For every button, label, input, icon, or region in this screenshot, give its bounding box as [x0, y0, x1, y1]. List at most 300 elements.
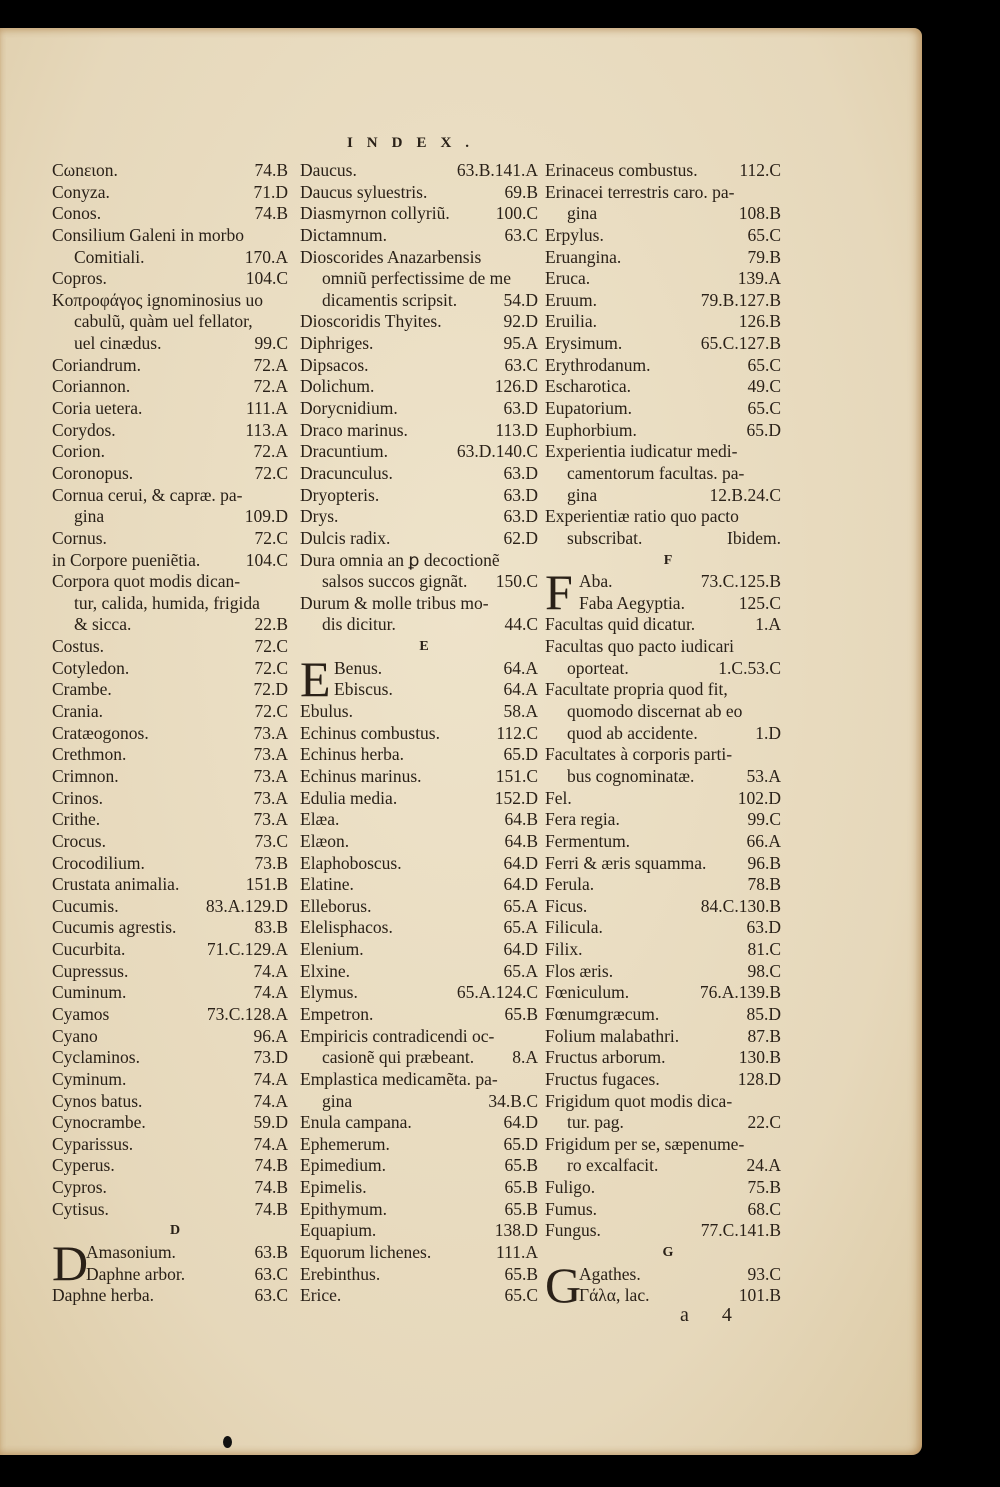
- index-entry: [300, 1199, 538, 1221]
- entry-reference: 63.D: [503, 506, 538, 527]
- entry-reference: 73.C.128.A: [206, 1003, 288, 1024]
- entry-reference: 65.C: [747, 354, 781, 375]
- index-entry: [300, 1264, 538, 1286]
- entry-term: omniũ perfectissime de me: [322, 268, 512, 289]
- entry-term: Fera regia.: [545, 809, 620, 830]
- index-entry: [52, 636, 288, 658]
- entry-reference: 111.A: [246, 398, 288, 419]
- entry-term: Dolichum.: [300, 376, 375, 397]
- entry-reference: 104.C: [245, 549, 288, 570]
- index-entry: [545, 441, 781, 463]
- index-entry: [300, 441, 538, 463]
- index-entry: [545, 463, 781, 485]
- index-entry: [300, 1069, 538, 1091]
- entry-reference: 63.B: [254, 1242, 288, 1263]
- index-entry: [300, 1177, 538, 1199]
- index-entry: [300, 1242, 538, 1264]
- index-entry: [86, 1264, 288, 1286]
- index-entry: [300, 268, 538, 290]
- index-entry: [300, 766, 538, 788]
- entry-reference: 1.A: [755, 614, 781, 635]
- index-entry: [52, 485, 288, 507]
- entry-reference: 113.D: [495, 419, 538, 440]
- entry-reference: 75.B: [747, 1177, 781, 1198]
- index-entry: [545, 636, 781, 658]
- entry-reference: 1.C.53.C: [718, 657, 781, 678]
- entry-term: Folium malabathri.: [545, 1025, 680, 1046]
- entry-term: Cynocrambe.: [52, 1112, 146, 1133]
- entry-reference: 74.A: [253, 1090, 288, 1111]
- index-entry: [545, 506, 781, 528]
- entry-term: Crambe.: [52, 679, 112, 700]
- index-entry: [52, 247, 288, 269]
- index-entry: [52, 355, 288, 377]
- entry-term: Frigidum quot modis dica-: [545, 1090, 733, 1111]
- entry-term: Cytisus.: [52, 1198, 109, 1219]
- index-entry: [300, 1285, 538, 1307]
- section-letter: G: [662, 1245, 674, 1261]
- entry-term: Cratæogonos.: [52, 722, 149, 743]
- entry-reference: 92.D: [503, 311, 538, 332]
- entry-reference: 74.B: [254, 1198, 288, 1219]
- index-entry: [545, 225, 781, 247]
- entry-term: oporteat.: [567, 657, 629, 678]
- entry-reference: 73.B: [254, 852, 288, 873]
- entry-reference: 53.A: [746, 765, 781, 786]
- index-entry: [545, 528, 781, 550]
- entry-term: gina: [567, 203, 598, 224]
- entry-term: Fructus arborum.: [545, 1047, 666, 1068]
- entry-reference: 72.D: [253, 679, 288, 700]
- entry-reference: 24.A: [746, 1155, 781, 1176]
- entry-reference: 71.C.129.A: [206, 939, 288, 960]
- entry-term: ro excalfacit.: [567, 1155, 659, 1176]
- entry-reference: 73.A: [253, 744, 288, 765]
- index-entry: [300, 1155, 538, 1177]
- index-entry: [300, 420, 538, 442]
- entry-term: Elaphoboscus.: [300, 852, 402, 873]
- index-entry: [545, 1069, 781, 1091]
- entry-term: Durum & molle tribus mo-: [300, 592, 489, 613]
- index-entry: [52, 506, 288, 528]
- entry-term: Equapium.: [300, 1220, 377, 1241]
- entry-term: Faba Aegyptia.: [579, 592, 685, 613]
- entry-term: Crethmon.: [52, 744, 127, 765]
- entry-reference: 65.A: [503, 960, 538, 981]
- entry-term: Erythrodanum.: [545, 354, 651, 375]
- index-entry: [300, 290, 538, 312]
- section-letter: F: [663, 552, 673, 568]
- entry-reference: 64.A: [503, 679, 538, 700]
- index-entry: [545, 744, 781, 766]
- index-entry: [52, 203, 288, 225]
- section-letter: E: [419, 639, 429, 655]
- entry-term: Cucumis agrestis.: [52, 917, 177, 938]
- entry-term: Crimnon.: [52, 765, 119, 786]
- index-entry: [300, 376, 538, 398]
- index-entry: [52, 853, 288, 875]
- entry-reference: 139.A: [737, 268, 781, 289]
- entry-term: Epimedium.: [300, 1155, 387, 1176]
- index-entry: [300, 571, 538, 593]
- index-entry: [545, 723, 781, 745]
- entry-term: Daphne herba.: [52, 1285, 155, 1306]
- entry-reference: 128.D: [737, 1068, 781, 1089]
- entry-term: Elatine.: [300, 874, 354, 895]
- entry-term: Elæa.: [300, 809, 340, 830]
- index-entry: [52, 701, 288, 723]
- entry-reference: 63.D: [503, 484, 538, 505]
- index-entry: [300, 1112, 538, 1134]
- entry-reference: 65.D: [503, 1133, 538, 1154]
- entry-reference: 74.B: [254, 1177, 288, 1198]
- entry-reference: 150.C: [495, 571, 538, 592]
- entry-term: Ebulus.: [300, 701, 353, 722]
- entry-term: Ficus.: [545, 895, 588, 916]
- entry-term: Cypros.: [52, 1177, 107, 1198]
- entry-reference: 54.D: [503, 289, 538, 310]
- running-header: INDEX.: [346, 135, 484, 151]
- entry-reference: 74.A: [253, 1133, 288, 1154]
- index-entry: [545, 1220, 781, 1242]
- entry-term: Ebiscus.: [334, 679, 393, 700]
- entry-reference: 1.D: [755, 722, 781, 743]
- entry-reference: 63.C: [504, 354, 538, 375]
- index-entry: [579, 1264, 781, 1286]
- entry-term: Coriandrum.: [52, 354, 141, 375]
- entry-term: Fuligo.: [545, 1177, 596, 1198]
- entry-reference: 95.A: [503, 333, 538, 354]
- entry-reference: 79.B.127.B: [700, 289, 781, 310]
- entry-term: Copros.: [52, 268, 107, 289]
- index-entry: [545, 1047, 781, 1069]
- entry-reference: 65.C.127.B: [700, 333, 781, 354]
- entry-term: Filicula.: [545, 917, 603, 938]
- entry-term: camentorum facultas. pa-: [567, 462, 745, 483]
- entry-reference: 74.A: [253, 1068, 288, 1089]
- entry-term: Κοπροφάγος ignominosius uo: [52, 289, 263, 310]
- entry-term: Escharotica.: [545, 376, 631, 397]
- entry-term: Conyza.: [52, 181, 110, 202]
- entry-term: in Corpore pueniẽtia.: [52, 549, 201, 570]
- index-entry: [545, 420, 781, 442]
- entry-term: Fructus fugaces.: [545, 1068, 660, 1089]
- entry-reference: 68.C: [747, 1198, 781, 1219]
- index-entry: [300, 701, 538, 723]
- entry-term: Dictamnum.: [300, 224, 387, 245]
- index-entry: [579, 593, 781, 615]
- entry-term: Cyperus.: [52, 1155, 115, 1176]
- entry-reference: 12.B.24.C: [709, 484, 781, 505]
- entry-term: Experientiæ ratio quo pacto: [545, 506, 739, 527]
- entry-reference: 83.B: [254, 917, 288, 938]
- index-entry: [300, 831, 538, 853]
- entry-reference: 72.C: [254, 462, 288, 483]
- entry-term: Agathes.: [579, 1263, 641, 1284]
- index-entry: [545, 1091, 781, 1113]
- index-entry: [300, 225, 538, 247]
- index-entry: [52, 744, 288, 766]
- entry-reference: 49.C: [747, 376, 781, 397]
- index-entry: [52, 939, 288, 961]
- entry-reference: 72.C: [254, 701, 288, 722]
- entry-reference: 22.C: [747, 1112, 781, 1133]
- index-entry: [300, 1220, 538, 1242]
- entry-reference: 66.A: [746, 830, 781, 851]
- entry-reference: 63.C: [504, 224, 538, 245]
- index-entry: [300, 182, 538, 204]
- index-entry: [52, 788, 288, 810]
- drop-cap-block: [52, 1235, 288, 1292]
- entry-term: Crocodilium.: [52, 852, 145, 873]
- entry-term: Elleborus.: [300, 895, 372, 916]
- entry-term: Cornus.: [52, 527, 107, 548]
- entry-term: Elymus.: [300, 982, 358, 1003]
- entry-term: Crithe.: [52, 809, 101, 830]
- entry-reference: 72.A: [253, 354, 288, 375]
- signature-mark: a 4: [680, 1304, 746, 1326]
- index-entry: [300, 311, 538, 333]
- entry-term: Cynos batus.: [52, 1090, 143, 1111]
- entry-term: Eruca.: [545, 268, 591, 289]
- index-entry: [300, 463, 538, 485]
- index-entry: [52, 290, 288, 312]
- index-entry: [52, 376, 288, 398]
- entry-reference: 65.A: [503, 917, 538, 938]
- entry-term: Eruum.: [545, 289, 598, 310]
- entry-reference: 73.A: [253, 787, 288, 808]
- index-entry: [300, 809, 538, 831]
- index-entry: [52, 1069, 288, 1091]
- index-entry: [52, 311, 288, 333]
- index-entry: [52, 723, 288, 745]
- entry-term: Drys.: [300, 506, 339, 527]
- index-entry: [52, 1112, 288, 1134]
- entry-term: Enula campana.: [300, 1112, 412, 1133]
- entry-reference: 65.C: [504, 1285, 538, 1306]
- entry-term: Corpora quot modis dican-: [52, 571, 241, 592]
- entry-term: Elxine.: [300, 960, 351, 981]
- entry-reference: 81.C: [747, 939, 781, 960]
- entry-reference: 65.D: [746, 419, 781, 440]
- index-entry: [545, 961, 781, 983]
- index-entry: [545, 247, 781, 269]
- index-entry: [545, 1134, 781, 1156]
- index-entry: [300, 160, 538, 182]
- entry-reference: 63.B.141.A: [456, 160, 538, 180]
- entry-reference: 73.D: [253, 1047, 288, 1068]
- index-entry: [300, 896, 538, 918]
- index-entry: [52, 1134, 288, 1156]
- entry-term: Dioscorides Anazarbensis: [300, 246, 482, 267]
- index-entry: [300, 1134, 538, 1156]
- index-entry: [545, 203, 781, 225]
- entry-term: Cyparissus.: [52, 1133, 134, 1154]
- index-entry: [52, 831, 288, 853]
- entry-term: Daphne arbor.: [86, 1263, 186, 1284]
- entry-term: casionẽ qui præbeant.: [322, 1047, 475, 1068]
- entry-term: Fumus.: [545, 1198, 598, 1219]
- entry-reference: 65.D: [503, 744, 538, 765]
- entry-term: Costus.: [52, 636, 105, 657]
- entry-term: dicamentis scripsit.: [322, 289, 458, 310]
- entry-term: cabulũ, quàm uel fellator,: [74, 311, 253, 332]
- index-entry: [52, 1004, 288, 1026]
- entry-reference: 170.A: [244, 246, 288, 267]
- entry-reference: 65.B: [504, 1004, 538, 1024]
- entry-term: Elæon.: [300, 830, 350, 851]
- entry-term: Erpylus.: [545, 224, 604, 245]
- entry-term: Frigidum per se, sæpenume-: [545, 1133, 745, 1154]
- drop-cap-block: [545, 564, 781, 621]
- entry-term: Eupatorium.: [545, 398, 632, 419]
- entry-reference: 126.D: [494, 376, 538, 397]
- entry-term: Empiricis contradicendi oc-: [300, 1025, 495, 1046]
- entry-term: Daucus.: [300, 160, 357, 180]
- index-entry: [52, 398, 288, 420]
- entry-reference: 69.B: [504, 181, 538, 202]
- entry-reference: 96.B: [747, 852, 781, 873]
- entry-reference: 73.C: [254, 830, 288, 851]
- entry-term: Daucus syluestris.: [300, 181, 428, 202]
- index-entry: [545, 1112, 781, 1134]
- entry-term: Empetron.: [300, 1004, 374, 1024]
- entry-term: Crocus.: [52, 830, 106, 851]
- entry-term: Cyminum.: [52, 1068, 127, 1089]
- entry-term: Corion.: [52, 441, 105, 462]
- entry-term: Draco marinus.: [300, 419, 408, 440]
- entry-term: Echinus herba.: [300, 744, 404, 765]
- index-entry: [300, 853, 538, 875]
- entry-reference: 100.C: [495, 203, 538, 224]
- entry-term: Conos.: [52, 203, 102, 224]
- drop-cap-block: [300, 650, 538, 707]
- book-page: [0, 28, 922, 1455]
- index-entry: [300, 485, 538, 507]
- entry-term: Cωnειon.: [52, 160, 118, 180]
- index-entry: [545, 679, 781, 701]
- entry-reference: 130.B: [738, 1047, 781, 1068]
- entry-reference: 65.B: [504, 1177, 538, 1198]
- entry-reference: 72.C: [254, 657, 288, 678]
- index-entry: [545, 290, 781, 312]
- index-entry: [300, 550, 538, 572]
- entry-term: Euphorbium.: [545, 419, 637, 440]
- entry-reference: 65.A.124.C: [456, 982, 538, 1003]
- entry-reference: 63.C: [254, 1285, 288, 1306]
- index-column-3: [545, 160, 781, 1313]
- entry-reference: 74.B: [254, 203, 288, 224]
- entry-term: dis dicitur.: [322, 614, 396, 635]
- entry-term: Fungus.: [545, 1220, 601, 1241]
- entry-reference: 65.C: [747, 398, 781, 419]
- entry-term: Cyano: [52, 1025, 98, 1046]
- index-entry: [300, 723, 538, 745]
- index-entry: [545, 766, 781, 788]
- entry-term: Erinacei terrestris caro. pa-: [545, 181, 735, 202]
- entry-reference: 126.B: [738, 311, 781, 332]
- index-entry: [545, 311, 781, 333]
- entry-term: Dryopteris.: [300, 484, 380, 505]
- entry-reference: 63.D: [503, 398, 538, 419]
- entry-reference: 63.C: [254, 1263, 288, 1284]
- index-entry: [52, 874, 288, 896]
- entry-reference: 125.C: [738, 592, 781, 613]
- entry-term: Flos æris.: [545, 960, 614, 981]
- drop-cap: D: [52, 1235, 89, 1292]
- index-entry: [545, 917, 781, 939]
- entry-term: Amasonium.: [86, 1242, 176, 1263]
- entry-term: Ferri & æris squamma.: [545, 852, 707, 873]
- drop-cap: G: [545, 1256, 582, 1313]
- entry-reference: 72.A: [253, 441, 288, 462]
- index-entry: [545, 809, 781, 831]
- entry-reference: 152.D: [494, 787, 538, 808]
- entry-reference: 93.C: [747, 1263, 781, 1284]
- entry-reference: 151.C: [495, 765, 538, 786]
- entry-reference: 101.B: [738, 1285, 781, 1306]
- index-entry: [300, 528, 538, 550]
- index-entry: [300, 961, 538, 983]
- index-entry: [545, 333, 781, 355]
- index-entry: [300, 333, 538, 355]
- index-entry: [52, 614, 288, 636]
- entry-term: Erebinthus.: [300, 1263, 381, 1284]
- entry-term: & sicca.: [74, 614, 132, 635]
- drop-cap-block: [545, 1256, 781, 1313]
- index-entry: [86, 1242, 288, 1264]
- index-entry: [52, 1091, 288, 1113]
- entry-reference: 108.B: [738, 203, 781, 224]
- entry-term: tur, calida, humida, frigida: [74, 592, 260, 613]
- entry-term: Coronopus.: [52, 462, 134, 483]
- entry-reference: 102.D: [737, 787, 781, 808]
- index-entry: [300, 398, 538, 420]
- index-entry: [545, 1004, 781, 1026]
- index-entry: [52, 182, 288, 204]
- entry-reference: 64.B: [504, 830, 538, 851]
- entry-term: Cucurbita.: [52, 939, 126, 960]
- entry-term: Cyclaminos.: [52, 1047, 140, 1068]
- entry-term: Elenium.: [300, 939, 364, 960]
- entry-reference: 63.D.140.C: [456, 441, 538, 462]
- index-entry: [545, 874, 781, 896]
- entry-reference: 64.D: [503, 874, 538, 895]
- index-entry: [52, 593, 288, 615]
- entry-term: Facultate propria quod fit,: [545, 679, 728, 700]
- index-entry: [545, 896, 781, 918]
- entry-term: Γάλα, lac.: [579, 1285, 650, 1306]
- entry-term: Edulia media.: [300, 787, 398, 808]
- index-column-2: [300, 160, 538, 1307]
- entry-term: Aba.: [579, 571, 613, 592]
- index-entry: [545, 788, 781, 810]
- entry-term: Emplastica medicamẽta. pa-: [300, 1068, 498, 1089]
- index-entry: [300, 917, 538, 939]
- index-entry: [545, 982, 781, 1004]
- entry-term: Fel.: [545, 787, 572, 808]
- entry-reference: 111.A: [496, 1242, 538, 1263]
- entry-reference: 71.D: [253, 181, 288, 202]
- entry-term: Fermentum.: [545, 830, 631, 851]
- index-entry: [300, 506, 538, 528]
- entry-term: Dura omnia an ꝑ decoctionẽ: [300, 549, 500, 570]
- index-entry: [52, 420, 288, 442]
- index-entry: [52, 1155, 288, 1177]
- entry-reference: 109.D: [244, 506, 288, 527]
- entry-reference: 99.C: [747, 809, 781, 830]
- entry-reference: 112.C: [496, 722, 538, 743]
